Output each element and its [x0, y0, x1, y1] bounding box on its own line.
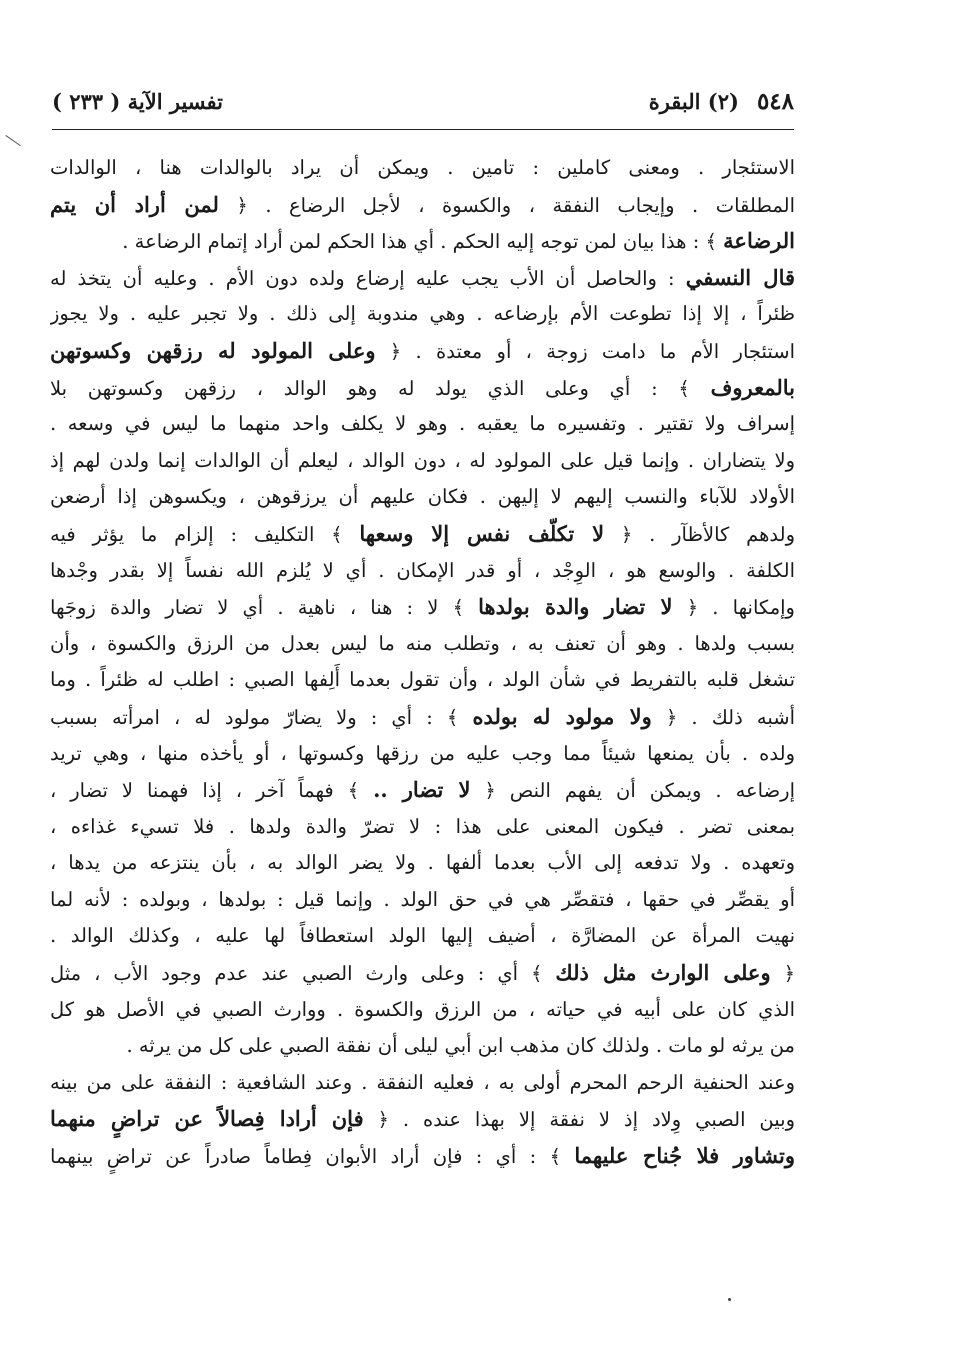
text-line	[50, 736, 795, 773]
text-line	[50, 553, 795, 590]
text-run: استئجار الأم ما دامت زوجة ، أو معتدة . ﴿	[375, 339, 795, 363]
quran-quote: ولا مولود له بولده	[472, 703, 652, 729]
text-line	[50, 296, 795, 333]
text-line	[50, 918, 795, 955]
text-run: أو يقصِّر في حقها ، فتقصِّر هي في حق الولد . وإنما قيل : بولدها ، وبولده : لأنه لما	[50, 887, 795, 911]
text-run: إسراف ولا تقتير . وتفسيره ما يعقبه . وهو لا يكلف واحد منهما ما ليس في وسعه .	[50, 412, 795, 436]
text-line	[50, 333, 795, 370]
scan-artifact	[0, 135, 21, 158]
quran-quote: وعلى الوارث مثل ذلك	[555, 960, 771, 986]
quran-quote: لا تكلّف نفس إلا وسعها	[359, 520, 605, 546]
text-line	[50, 589, 795, 626]
quran-quote: لمن أراد أن يتم	[50, 191, 219, 217]
text-line	[50, 370, 795, 407]
quran-quote: بالمعروف	[710, 374, 795, 400]
surah-label: (٢) البقرة	[648, 89, 739, 114]
text-run: ﴾ لا : هنا ، ناهية . أي لا تضار والدة زوجَها	[50, 596, 479, 620]
quran-quote: الرضاعة	[723, 228, 795, 254]
text-run: ﴾ : هذا بيان لمن توجه إليه الحكم . أي هذا الحكم لمن أراد إتمام الرضاعة .	[122, 230, 724, 254]
quran-quote: فإن أرادا فِصالاً عن تراضٍ منهما	[50, 1106, 364, 1132]
text-run: ظئراً ، إلا إذا تطوعت الأم بإرضاعه . وهي مندوبة إلى ذلك . ولا تجبر عليه . ولا يجوز	[50, 302, 795, 326]
text-line	[50, 1028, 795, 1065]
text-run: ﴾ التكليف : إلزام ما يؤثر فيه	[50, 522, 360, 546]
text-line	[50, 772, 795, 809]
text-line	[50, 845, 795, 882]
text-run: من يرثه لو مات . ولذلك كان مذهب ابن أبي ليلى أن نفقة الصبي على كل من يرثه .	[126, 1034, 795, 1058]
text-run: ﴾ : أي : ولا يضارّ مولود له ، امرأته بسبب	[50, 705, 473, 729]
text-run: الأولاد للآباء والنسب إليهم لا إليهن . فكان عليهم أن يرزقوهن ، ويكسوهن إذا أرضعن	[50, 485, 795, 509]
quran-quote: وتشاور فلا جُناح عليهما	[574, 1143, 795, 1169]
text-run: ﴿	[770, 962, 795, 986]
text-line	[50, 406, 795, 443]
text-run: ﴾ : أي : فإن أراد الأبوان فِطاماً صادراً عن تراضٍ بينهما	[50, 1145, 575, 1169]
text-line	[50, 443, 795, 480]
text-run: ﴾ : أي وعلى الذي يولد له وهو الوالد ، رزقهن وكسوتهن بلا	[50, 376, 711, 400]
text-run: وبين الصبي وِلاد إذ لا نفقة إلا بهذا عنده . ﴿	[363, 1108, 795, 1132]
text-line	[50, 187, 795, 224]
page-header	[52, 88, 794, 122]
quran-quote: قال النسفي	[685, 264, 795, 290]
text-line	[50, 1138, 795, 1175]
text-line	[50, 260, 795, 297]
text-run: بمعنى تضر . فيكون المعنى على هذا : لا تضرّ والدة ولدها . فلا تسيء غذاءه ،	[50, 814, 795, 838]
text-line	[50, 1101, 795, 1138]
text-line	[50, 955, 795, 992]
text-line	[50, 626, 795, 663]
text-run: الكلفة . والوسع هو ، الوِجْد ، أو قدر الإمكان . أي لا يُلزم الله نفساً إلا بقدر وجْدها	[50, 558, 795, 582]
text-line	[50, 479, 795, 516]
text-run: بسبب ولدها . وهو أن تعنف به ، وتطلب منه ما ليس بعدل من الرزق والكسوة ، وأن	[50, 631, 795, 655]
text-line	[50, 516, 795, 553]
text-run: وعند الحنفية الرحم المحرم أولى به ، فعليه النفقة . وعند الشافعية : النفقة على من بينه	[50, 1070, 795, 1094]
text-run: ولدهم كالأظآر . ﴿	[604, 522, 795, 546]
text-run: إرضاعه . ويمكن أن يفهم النص ﴿	[470, 779, 795, 803]
text-run: تشغل قلبه بالتفريط في شأن الولد ، وأن تقول بعدما أَلِفها الصبي : اطلب له ظئراً . وما	[50, 668, 795, 692]
text-run: ﴾ فهماً آخر ، إذا فهمنا لا تضار ،	[50, 779, 374, 803]
quran-quote: لا تضار والدة بولدها	[478, 594, 673, 620]
header-rule	[52, 129, 794, 130]
text-line	[50, 1065, 795, 1102]
quran-quote: لا تضار ..	[373, 777, 471, 803]
text-run: الذي كان على أبيه في حياته ، من الرزق والكسوة . ووارث الصبي في الأصل هو كل	[50, 997, 795, 1021]
text-line	[50, 992, 795, 1029]
text-run: ولده . بأن يمنعها شيئاً مما وجب عليه من رزقها وكسوتها ، أو يأخذه منها ، وهي تريد	[50, 741, 795, 765]
text-line	[50, 699, 795, 736]
quran-quote: وعلى المولود له رزقهن وكسوتهن	[50, 337, 376, 363]
page-number: ٥٤٨	[756, 88, 794, 115]
scan-dot	[728, 1298, 731, 1301]
text-run: ﴾ أي : وعلى وارث الصبي عند عدم وجود الأب ، مثل	[50, 962, 556, 986]
text-line	[50, 882, 795, 919]
text-run: المطلقات . وإيجاب النفقة ، والكسوة ، لأجل الرضاع . ﴿	[218, 193, 795, 217]
header-right	[649, 88, 794, 115]
text-run: وإمكانها . ﴿	[672, 596, 795, 620]
text-run: ولا يتضاران . وإنما قيل على المولود له ، دون الوالد ، ليعلم أن الوالدات إنما ولدن لهم إذ	[50, 448, 795, 472]
section-title: تفسير الآية ( ٢٣٣ )	[52, 89, 224, 114]
text-run: : والحاصل أن الأب يجب عليه إرضاع ولده دون الأم . وعليه أن يتخذ له	[50, 266, 686, 290]
text-run: نهيت المرأة عن المضارَّة ، أضيف إليها الولد استعطافاً لها عليه ، وكذلك الوالد .	[50, 924, 795, 948]
text-line	[50, 809, 795, 846]
text-line	[50, 662, 795, 699]
text-run: وتعهده . ولا تدفعه إلى الأب بعدما ألفها . ولا يضر الوالد به ، بأن ينتزعه من يدها ،	[50, 851, 795, 875]
text-run: الاستئجار . ومعنى كاملين : تامين . ويمكن أن يراد بالوالدات هنا ، الوالدات	[50, 156, 795, 179]
text-line	[50, 223, 795, 260]
text-line	[50, 150, 795, 187]
text-run: أشبه ذلك . ﴿	[651, 705, 795, 729]
body-text	[50, 150, 795, 1175]
